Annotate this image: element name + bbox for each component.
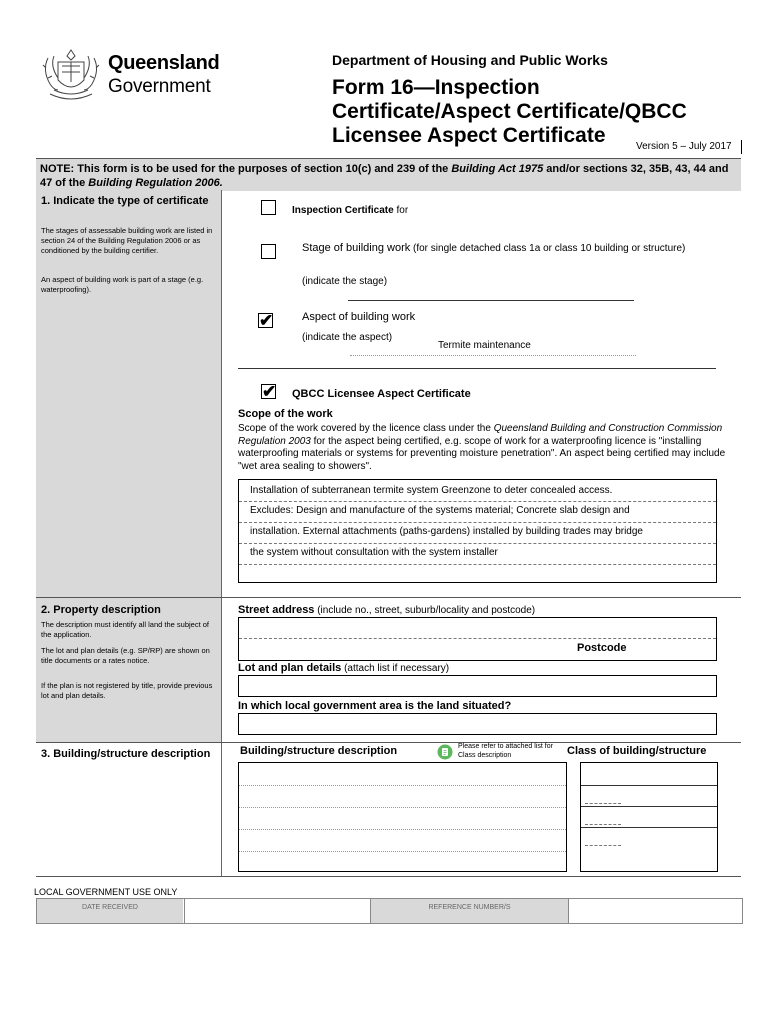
scope-description: [238, 423, 738, 473]
lot-plan-label: [238, 662, 449, 674]
scope-heading: Scope of the work: [238, 408, 333, 420]
queensland-government-logo: [40, 44, 218, 106]
local-government-area-label: In which local government area is the land situated?: [238, 700, 512, 712]
section-2-help-lot-plan: The lot and plan details (e.g. SP/RP) are shown on title documents or a rates notice.: [41, 646, 210, 665]
scope-text-1: Scope of the work covered by the licence class under the: [238, 423, 494, 434]
class-description-tip: Please refer to attached list for Class description: [458, 743, 553, 759]
reference-number-input[interactable]: [568, 899, 743, 923]
section-1-help-stages: The stages of assessable building work are listed in section 24 of the Building Regulation 2006 or as conditioned by the building certifier.: [41, 226, 213, 255]
lot-plan-input[interactable]: [238, 675, 717, 697]
section-1-heading: 1. Indicate the type of certificate: [41, 195, 209, 207]
inspection-certificate-suffix: for: [393, 205, 409, 216]
date-received-input[interactable]: [184, 899, 370, 923]
section-1-help-aspect: An aspect of building work is part of a stage (e.g. waterproofing).: [41, 275, 204, 294]
local-government-use-title: LOCAL GOVERNMENT USE ONLY: [34, 887, 178, 897]
description-line-rule: [239, 829, 566, 830]
description-line-rule: [239, 851, 566, 852]
form-title-line-2: Certificate/Aspect Certificate/QBCC: [332, 100, 687, 123]
form-title-line-3: Licensee Aspect Certificate: [332, 124, 606, 147]
street-address-rule: [239, 638, 716, 639]
scope-line-rule: [239, 522, 716, 523]
building-class-input[interactable]: [580, 762, 718, 872]
section-2-heading: 2. Property description: [41, 604, 161, 616]
local-government-use-table: [36, 898, 743, 924]
class-line-rule: [581, 827, 717, 828]
inspection-certificate-checkbox[interactable]: [261, 200, 276, 215]
building-description-textarea[interactable]: [238, 762, 567, 872]
stage-of-work-note: (for single detached class 1a or class 10 building or structure): [410, 243, 686, 254]
version-label: Version 5 – July 2017: [636, 141, 732, 152]
inspection-certificate-label: [292, 205, 408, 216]
scope-line: Installation of subterranean termite system Greenzone to deter concealed access.: [250, 485, 613, 496]
lot-plan-title: Lot and plan details: [238, 662, 342, 674]
checkmark-icon: ✔: [262, 382, 277, 401]
info-tip-icon[interactable]: [437, 744, 453, 760]
aspect-of-work-label: Aspect of building work: [302, 311, 416, 323]
inspection-certificate-title: Inspection Certificate: [292, 205, 394, 216]
class-dash-mark: [585, 845, 621, 846]
checkmark-icon: ✔: [259, 311, 274, 330]
aspect-indicate-hint: (indicate the aspect): [302, 332, 393, 343]
form-title: [332, 76, 752, 148]
scope-line-rule: [239, 564, 716, 565]
aspect-of-work-checkbox[interactable]: [258, 313, 273, 328]
description-line-rule: [239, 785, 566, 786]
class-dash-mark: [585, 824, 621, 825]
scope-line-rule: [239, 543, 716, 544]
reference-number-label: REFERENCE NUMBER/S: [370, 899, 568, 923]
street-address-title: Street address: [238, 604, 315, 616]
aspect-value-field[interactable]: Termite maintenance: [438, 340, 531, 351]
qbcc-aspect-checkbox[interactable]: [261, 384, 276, 399]
scope-line-rule: [239, 501, 716, 502]
form-title-line-1: Form 16—Inspection: [332, 76, 540, 99]
scope-line: the system without consultation with the system installer: [250, 547, 498, 558]
scope-of-work-textarea[interactable]: [238, 479, 717, 583]
section-2-help-identify: The description must identify all land the subject of the application.: [41, 620, 210, 639]
section-2-help-unregistered: If the plan is not registered by title, provide previous lot and plan details.: [41, 681, 213, 700]
scope-regulation: Queensland Building and Construction Commission Regulation 2003: [238, 423, 723, 447]
note-text: [40, 162, 738, 190]
note-act-name: Building Act 1975: [451, 163, 544, 175]
lot-plan-note: (attach list if necessary): [341, 663, 450, 674]
note-part-1: NOTE: This form is to be used for the purposes of section 10(c) and 239 of the: [40, 163, 452, 175]
street-address-input[interactable]: [238, 617, 717, 661]
stage-of-work-title: Stage of building work: [302, 242, 411, 254]
section-3-heading: 3. Building/structure description: [41, 748, 211, 760]
note-part-2: and/or sections 32, 35B, 43, 44 and 47 of the: [40, 163, 729, 189]
stage-indicate-hint: (indicate the stage): [302, 276, 388, 287]
section-divider-3: [36, 876, 741, 877]
description-line-rule: [239, 807, 566, 808]
section-divider-1: [36, 597, 741, 598]
note-regulation-name: Building Regulation 2006.: [88, 177, 223, 189]
street-address-note: (include no., street, suburb/locality and postcode): [314, 605, 536, 616]
version-divider: [741, 140, 742, 154]
street-address-label: [238, 604, 535, 616]
stage-value-rule: [348, 300, 634, 301]
section-divider-2: [36, 742, 741, 743]
class-line-rule: [581, 806, 717, 807]
date-received-label: DATE RECEIVED: [37, 899, 183, 923]
qbcc-divider: [238, 368, 716, 369]
department-name: Department of Housing and Public Works: [332, 52, 608, 68]
scope-line: Excludes: Design and manufacture of the systems material; Concrete slab design and: [250, 505, 630, 516]
qbcc-aspect-label: QBCC Licensee Aspect Certificate: [292, 388, 471, 400]
scope-text-2: for the aspect being certified, e.g. scope of work for a waterproofing licence is "installing waterproofing materials or systems for preventing moisture penetration". An aspect being certified may include "wet area sealing to showers".: [238, 435, 726, 472]
aspect-value-rule: [350, 355, 636, 356]
column-divider: [221, 190, 222, 876]
local-government-area-input[interactable]: [238, 713, 717, 735]
class-line-rule: [581, 785, 717, 786]
scope-line: installation. External attachments (paths-gardens) installed by building trades may bridge: [250, 526, 643, 537]
logo-wordmark-government: Government: [108, 76, 211, 97]
building-description-label: Building/structure description: [240, 745, 398, 757]
stage-of-work-checkbox[interactable]: [261, 244, 276, 259]
coat-of-arms-icon: [40, 44, 102, 106]
building-class-label: Class of building/structure: [567, 745, 707, 757]
postcode-label: Postcode: [577, 642, 627, 654]
class-dash-mark: [585, 803, 621, 804]
logo-wordmark-queensland: Queensland: [108, 52, 220, 74]
stage-of-work-label: [302, 242, 732, 255]
